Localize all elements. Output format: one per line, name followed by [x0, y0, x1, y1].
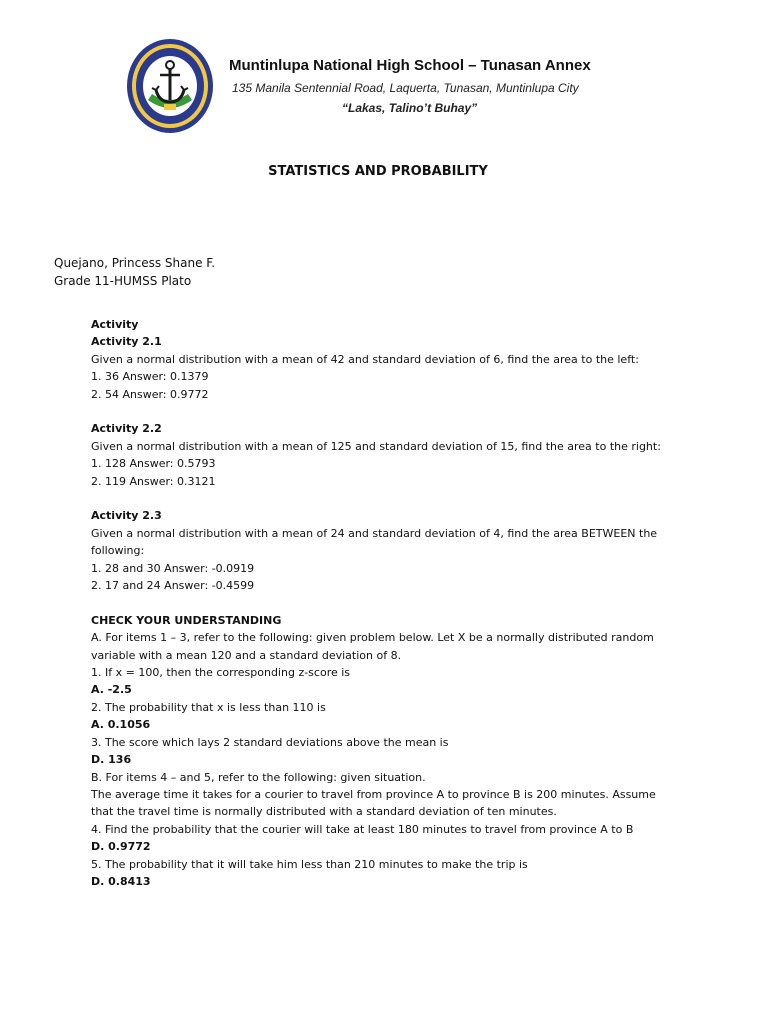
question-1: 1. If x = 100, then the corresponding z-score is: [91, 666, 351, 680]
part-b: B. For items 4 – and 5, refer to the following: given situation.: [91, 770, 426, 784]
activity-2-2-title: Activity 2.2: [91, 422, 162, 436]
list-item: 2. 54 Answer: 0.9772: [91, 387, 209, 401]
list-item: 1. 36 Answer: 0.1379: [91, 370, 209, 384]
part-b-text1: The average time it takes for a courier to travel from province A to province B is 200 minutes. Assume: [91, 787, 656, 801]
document-title: STATISTICS AND PROBABILITY: [268, 164, 488, 179]
question-3: 3. The score which lays 2 standard deviations above the mean is: [91, 735, 449, 749]
part-b-text2: that the travel time is normally distributed with a standard deviation of ten minutes.: [91, 805, 557, 819]
list-item: 1. 28 and 30 Answer: -0.0919: [91, 561, 255, 575]
answer-3: D. 136: [91, 753, 132, 767]
answer-1: A. -2.5: [91, 683, 132, 697]
activity-2-3-prompt-line1: Given a normal distribution with a mean of 24 and standard deviation of 4, find the area BETWEEN the: [91, 526, 658, 540]
answer-5: D. 0.8413: [91, 874, 151, 888]
part-a-line1: A. For items 1 – 3, refer to the following: given problem below. Let X be a normally distributed random: [91, 631, 654, 645]
activity-2-1-prompt: Given a normal distribution with a mean of 42 and standard deviation of 6, find the area to the left:: [91, 352, 639, 366]
answer-4: D. 0.9772: [91, 840, 151, 854]
part-a-line2: variable with a mean 120 and a standard deviation of 8.: [91, 648, 402, 662]
question-5: 5. The probability that it will take him less than 210 minutes to make the trip is: [91, 857, 528, 871]
activity-2-2-prompt: Given a normal distribution with a mean of 125 and standard deviation of 15, find the area to the right:: [91, 439, 661, 453]
check-heading: CHECK YOUR UNDERSTANDING: [91, 613, 282, 627]
list-item: 2. 119 Answer: 0.3121: [91, 474, 216, 488]
activity-content: [91, 316, 691, 890]
activity-heading: Activity: [91, 318, 139, 331]
school-address: 135 Manila Sentennial Road, Laquerta, Tunasan, Muntinlupa City: [232, 81, 579, 95]
question-4: 4. Find the probability that the courier will take at least 180 minutes to travel from province A to B: [91, 822, 634, 836]
question-2: 2. The probability that x is less than 110 is: [91, 700, 326, 714]
activity-2-3-prompt-line2: following:: [91, 544, 145, 558]
student-section: Grade 11-HUMSS Plato: [54, 274, 192, 288]
school-seal-icon: [126, 38, 214, 134]
student-info: [54, 254, 215, 290]
school-motto: “Lakas, Talino’t Buhay”: [342, 101, 478, 115]
school-name: Muntinlupa National High School – Tunasan Annex: [229, 57, 591, 74]
list-item: 2. 17 and 24 Answer: -0.4599: [91, 579, 255, 593]
answer-2: A. 0.1056: [91, 718, 151, 732]
activity-2-3-title: Activity 2.3: [91, 509, 162, 523]
student-name: Quejano, Princess Shane F.: [54, 256, 216, 270]
activity-2-1-title: Activity 2.1: [91, 335, 162, 349]
list-item: 1. 128 Answer: 0.5793: [91, 457, 216, 471]
